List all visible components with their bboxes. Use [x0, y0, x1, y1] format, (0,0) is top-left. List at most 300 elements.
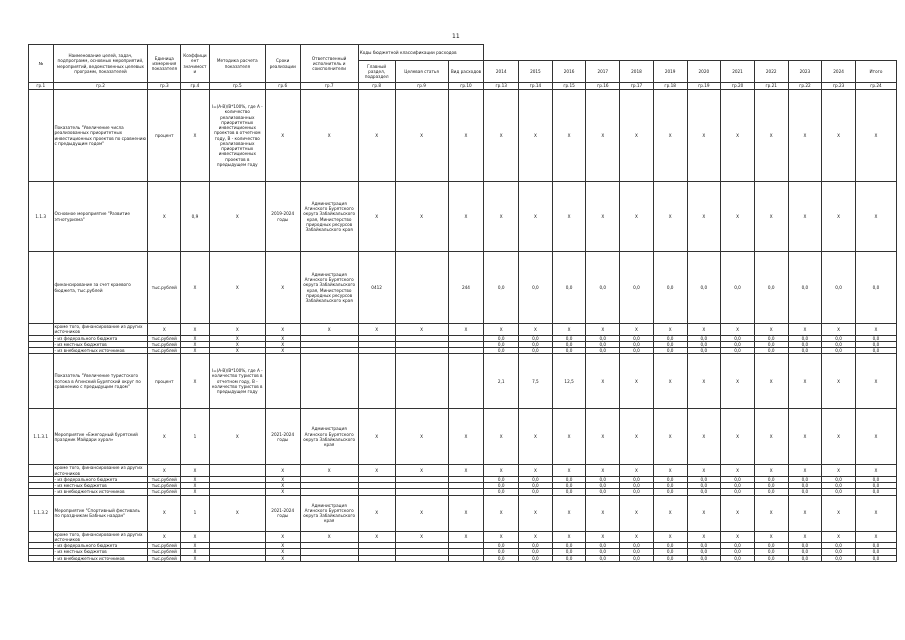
table-cell: X [181, 465, 210, 477]
table-cell: X [687, 409, 721, 465]
column-number: гр.2 [53, 83, 148, 90]
column-number: гр.13 [484, 83, 519, 90]
table-cell [358, 354, 395, 409]
column-number: гр.1 [29, 83, 54, 90]
table-cell: 0,0 [687, 476, 721, 482]
table-cell: X [788, 465, 822, 477]
table-cell: X [653, 182, 687, 252]
table-cell: 0,0 [620, 549, 654, 555]
table-cell: 2,1 [484, 354, 519, 409]
table-cell: X [148, 324, 181, 336]
table-cell: X [552, 409, 586, 465]
table-cell: X [519, 409, 553, 465]
table-cell: 0,0 [721, 549, 755, 555]
table-cell: 0,0 [653, 543, 687, 549]
table-cell: Администрация Агинского Бурятского округа Забайкальского края [300, 495, 358, 531]
table-cell: X [300, 531, 358, 543]
table-cell: 0,0 [519, 348, 553, 354]
table-cell: тыс.рублей [148, 341, 181, 347]
table-cell: X [687, 324, 721, 336]
table-cell: X [448, 531, 484, 543]
table-cell: X [687, 90, 721, 182]
table-cell: 0,0 [855, 476, 896, 482]
row-name: - из местных бюджетов [53, 341, 148, 347]
table-cell: 0,0 [484, 252, 519, 324]
table-cell: X [721, 409, 755, 465]
table-cell: 0,0 [822, 489, 856, 495]
table-cell: 0,0 [855, 489, 896, 495]
table-cell: X [300, 465, 358, 477]
table-cell [265, 354, 300, 409]
table-cell: 0,0 [620, 483, 654, 489]
table-cell: 0,0 [519, 555, 553, 561]
table-cell: 7,5 [519, 354, 553, 409]
header-year: 2021 [721, 61, 755, 83]
table-cell: X [653, 409, 687, 465]
table-cell: X [209, 182, 265, 252]
table-cell: X [265, 252, 300, 324]
table-cell: X [148, 531, 181, 543]
table-cell: X [586, 182, 620, 252]
table-cell: 0,0 [855, 483, 896, 489]
table-cell: 0,0 [586, 252, 620, 324]
table-cell: 0,0 [620, 543, 654, 549]
table-cell: X [181, 483, 210, 489]
row-name: Мероприятие "Спортивный фестиваль по праздникам Бабнык наадан" [53, 495, 148, 531]
table-cell: 0,0 [552, 483, 586, 489]
table-cell: X [265, 324, 300, 336]
table-cell: 0,0 [687, 489, 721, 495]
table-cell: 0,0 [822, 341, 856, 347]
column-number: гр.3 [148, 83, 181, 90]
row-name: - из федерального бюджета [53, 476, 148, 482]
column-number: гр.14 [519, 83, 553, 90]
table-cell: 0,0 [519, 335, 553, 341]
table-cell: X [484, 531, 519, 543]
table-cell: тыс.рублей [148, 476, 181, 482]
table-cell: X [181, 489, 210, 495]
table-cell: 0,0 [586, 555, 620, 561]
column-number: гр.23 [822, 83, 856, 90]
table-cell: 0,0 [552, 335, 586, 341]
column-number: гр.10 [448, 83, 484, 90]
table-cell: X [754, 465, 788, 477]
row-number [29, 555, 54, 561]
table-cell: 0,0 [519, 489, 553, 495]
table-cell: X [754, 90, 788, 182]
table-cell: 12,5 [552, 354, 586, 409]
table-row [29, 555, 897, 561]
row-name: Основное мероприятие "Развитие этнотуризма" [53, 182, 148, 252]
table-cell: 0,0 [721, 341, 755, 347]
table-cell: 0,0 [721, 543, 755, 549]
table-cell: X [395, 90, 448, 182]
table-cell: 0,0 [620, 348, 654, 354]
table-cell: 0,0 [687, 543, 721, 549]
header-method: Методика расчета показателя [209, 45, 265, 83]
row-name: - из федерального бюджета [53, 335, 148, 341]
table-row [29, 465, 897, 477]
table-cell: X [448, 465, 484, 477]
table-cell: X [855, 324, 896, 336]
table-cell: X [788, 354, 822, 409]
table-cell: 0,0 [754, 483, 788, 489]
column-number: гр.6 [265, 83, 300, 90]
table-cell: X [687, 182, 721, 252]
row-name: - из федерального бюджета [53, 543, 148, 549]
table-cell: X [181, 476, 210, 482]
table-cell: 0,0 [586, 348, 620, 354]
header-year: 2016 [552, 61, 586, 83]
table-cell: 0,0 [788, 348, 822, 354]
row-name: - из внебюджетных источников [53, 555, 148, 561]
column-number: гр.7 [300, 83, 358, 90]
table-cell: X [358, 324, 395, 336]
table-cell: 0,0 [519, 476, 553, 482]
table-cell: X [484, 324, 519, 336]
table-cell [395, 555, 448, 561]
table-cell: X [519, 465, 553, 477]
header-year: 2020 [687, 61, 721, 83]
table-cell: 0,0 [653, 252, 687, 324]
column-number: гр.4 [181, 83, 210, 90]
table-cell: X [181, 555, 210, 561]
row-number [29, 354, 54, 409]
table-cell: X [265, 483, 300, 489]
table-cell: тыс.рублей [148, 549, 181, 555]
table-cell: X [754, 495, 788, 531]
table-row [29, 182, 897, 252]
row-name: кроме того, финансирование из других источников [53, 324, 148, 336]
table-cell: 0,0 [721, 555, 755, 561]
table-cell: 0,0 [721, 489, 755, 495]
table-cell: 0,0 [620, 476, 654, 482]
header-year: 2023 [788, 61, 822, 83]
table-row [29, 495, 897, 531]
table-cell: 0,0 [754, 489, 788, 495]
table-cell: 0,0 [484, 549, 519, 555]
table-cell: X [552, 531, 586, 543]
table-cell: X [358, 465, 395, 477]
table-row [29, 324, 897, 336]
table-cell: 0,0 [586, 341, 620, 347]
table-cell: X [209, 341, 265, 347]
table-cell: X [358, 495, 395, 531]
table-cell: 2019-2024 годы [265, 182, 300, 252]
table-cell: X [754, 409, 788, 465]
table-row [29, 354, 897, 409]
table-cell: 0,0 [855, 252, 896, 324]
table-cell: 0,0 [586, 476, 620, 482]
table-cell: X [788, 409, 822, 465]
table-cell: 0,0 [687, 549, 721, 555]
table-cell: X [855, 495, 896, 531]
header-vr: Вид расходов [448, 61, 484, 83]
table-cell: процент [148, 90, 181, 182]
table-cell [300, 354, 358, 409]
column-number: гр.22 [788, 83, 822, 90]
table-cell: 2021-2024 годы [265, 495, 300, 531]
table-cell: X [586, 409, 620, 465]
table-cell: X [620, 531, 654, 543]
table-cell: 0,0 [484, 341, 519, 347]
table-cell: Администрация Агинского Бурятского округа Забайкальского края [300, 409, 358, 465]
table-cell: 0,0 [484, 348, 519, 354]
table-cell: 0,0 [552, 476, 586, 482]
table-cell [209, 531, 265, 543]
table-cell: тыс.рублей [148, 489, 181, 495]
table-cell: 0,0 [754, 549, 788, 555]
header-unit: Единица измерения показателя [148, 45, 181, 83]
table-cell: 0,0 [653, 483, 687, 489]
header-year: 2024 [822, 61, 856, 83]
table-cell: тыс.рублей [148, 555, 181, 561]
table-cell: X [754, 531, 788, 543]
table-cell: 0,0 [788, 252, 822, 324]
table-cell: X [653, 531, 687, 543]
table-cell: 0,0 [586, 489, 620, 495]
row-name: кроме того, финансирование из других источников [53, 465, 148, 477]
table-cell: 0,0 [788, 335, 822, 341]
table-cell: 0,0 [653, 476, 687, 482]
table-body [29, 90, 897, 562]
row-number [29, 465, 54, 477]
header-period: Сроки реализации [265, 45, 300, 83]
table-cell: 0,0 [519, 549, 553, 555]
header-year: 2014 [484, 61, 519, 83]
table-cell: X [586, 324, 620, 336]
table-cell: X [822, 324, 856, 336]
table-cell: 0,0 [519, 543, 553, 549]
table-cell: X [181, 252, 210, 324]
table-cell: X [721, 465, 755, 477]
table-cell: X [484, 90, 519, 182]
table-cell: X [448, 90, 484, 182]
table-cell: X [395, 531, 448, 543]
table-cell: X [209, 495, 265, 531]
table-cell: тыс.рублей [148, 252, 181, 324]
table-cell: X [181, 341, 210, 347]
table-cell: X [788, 495, 822, 531]
row-name: Показатель "Увеличение числа реализованных приоритетных инвестиционных проектов по сравнению с предыдущим годом" [53, 90, 148, 182]
table-cell: 0,0 [552, 252, 586, 324]
table-cell: 0,9 [181, 182, 210, 252]
table-cell: 0,0 [754, 555, 788, 561]
column-number-row [29, 83, 897, 90]
table-cell: X [181, 549, 210, 555]
table-cell: X [484, 465, 519, 477]
header-executor: Ответственный исполнитель и соисполнители [300, 45, 358, 83]
table-cell: 0,0 [552, 555, 586, 561]
table-cell: 0,0 [687, 483, 721, 489]
table-cell: X [855, 354, 896, 409]
table-cell: 0,0 [519, 341, 553, 347]
table-cell: X [552, 182, 586, 252]
column-number: гр.16 [586, 83, 620, 90]
table-cell: 0,0 [721, 483, 755, 489]
table-cell: X [620, 354, 654, 409]
table-cell: X [552, 495, 586, 531]
table-cell: X [181, 354, 210, 409]
table-cell: X [265, 549, 300, 555]
program-table [28, 44, 897, 562]
table-cell: X [519, 531, 553, 543]
table-cell: 0,0 [855, 335, 896, 341]
table-cell: 0,0 [822, 335, 856, 341]
table-cell: 0,0 [552, 348, 586, 354]
table-cell: X [300, 90, 358, 182]
table-cell: 1 [181, 495, 210, 531]
column-number: гр.5 [209, 83, 265, 90]
table-cell: X [181, 543, 210, 549]
table-cell: X [620, 409, 654, 465]
table-cell [395, 252, 448, 324]
table-cell: 0,0 [620, 252, 654, 324]
header-year: 2018 [620, 61, 654, 83]
table-cell: X [754, 182, 788, 252]
table-cell: 0,0 [721, 476, 755, 482]
column-number: гр.17 [620, 83, 654, 90]
row-number: 1.1.3.1 [29, 409, 54, 465]
table-cell: 0,0 [552, 549, 586, 555]
table-cell: X [148, 465, 181, 477]
table-cell: 0,0 [620, 341, 654, 347]
column-number: гр.20 [721, 83, 755, 90]
table-cell: X [395, 324, 448, 336]
table-cell: X [754, 324, 788, 336]
table-cell: тыс.рублей [148, 543, 181, 549]
column-number: гр.19 [687, 83, 721, 90]
table-cell: X [448, 495, 484, 531]
table-cell: X [620, 90, 654, 182]
table-cell: X [687, 354, 721, 409]
table-cell: X [822, 90, 856, 182]
table-cell: 2021-2024 годы [265, 409, 300, 465]
row-name: Показатель "Увеличение туристского потока в Агинский Бурятский округ по сравнению с предыдущим годом" [53, 354, 148, 409]
row-name: Мероприятие «Ежегодный бурятский праздник Майдари хурал» [53, 409, 148, 465]
table-cell: X [855, 531, 896, 543]
table-row [29, 531, 897, 543]
table-cell: 0,0 [620, 335, 654, 341]
table-cell: X [653, 465, 687, 477]
table-cell: X [209, 324, 265, 336]
header-codes: Коды бюджетной классификации расходов [358, 45, 484, 61]
table-cell: 0,0 [822, 476, 856, 482]
table-cell: 0,0 [855, 549, 896, 555]
column-number: гр.9 [395, 83, 448, 90]
table-cell: X [148, 182, 181, 252]
table-cell: 0,0 [822, 483, 856, 489]
table-cell: 0,0 [687, 348, 721, 354]
table-cell: 0,0 [822, 555, 856, 561]
table-cell: X [721, 182, 755, 252]
table-cell: 244 [448, 252, 484, 324]
table-cell: X [721, 531, 755, 543]
table-cell: X [687, 495, 721, 531]
table-cell: X [855, 182, 896, 252]
table-cell: X [687, 531, 721, 543]
table-cell: 0,0 [754, 341, 788, 347]
header-total: Итого [855, 61, 896, 83]
table-cell: 0,0 [822, 252, 856, 324]
row-number [29, 252, 54, 324]
table-cell: 0,0 [687, 341, 721, 347]
column-number: гр.21 [754, 83, 788, 90]
row-number: 1.1.3 [29, 182, 54, 252]
table-cell [358, 555, 395, 561]
table-cell: X [721, 90, 755, 182]
row-number [29, 90, 54, 182]
table-cell: X [358, 182, 395, 252]
table-cell: X [822, 182, 856, 252]
table-cell: X [620, 324, 654, 336]
header-year: 2022 [754, 61, 788, 83]
table-cell: 0,0 [754, 348, 788, 354]
table-cell: X [552, 465, 586, 477]
table-cell: X [265, 476, 300, 482]
header-grbs: Главный раздел, подраздел [358, 61, 395, 83]
table-cell: I=(A-B)/B*100%, где А - количество реализованных приоритетных инвестиционных проектов в отчетном году, В - количество реализованных приоритетных инвестиционных проектов в предыдущем году [209, 90, 265, 182]
table-cell: 0,0 [653, 335, 687, 341]
table-cell: X [484, 409, 519, 465]
table-cell: Администрация Агинского Бурятского округа Забайкальского края, Министерство природных ресурсов Забайкальского края [300, 252, 358, 324]
table-cell: 0,0 [687, 555, 721, 561]
table-cell: 0,0 [519, 483, 553, 489]
table-cell: X [855, 90, 896, 182]
table-cell: X [448, 409, 484, 465]
table-cell: X [822, 409, 856, 465]
header-year: 2015 [519, 61, 553, 83]
table-cell: 0,0 [620, 555, 654, 561]
table-cell: X [788, 90, 822, 182]
row-name: - из внебюджетных источников [53, 489, 148, 495]
table-cell: X [653, 324, 687, 336]
table-cell: X [721, 324, 755, 336]
header-num: № [29, 45, 54, 83]
table-cell: 0,0 [822, 549, 856, 555]
table-cell: 0,0 [721, 335, 755, 341]
table-cell: X [687, 465, 721, 477]
row-name: - из местных бюджетов [53, 483, 148, 489]
table-cell: 0,0 [484, 489, 519, 495]
table-cell: 0,0 [822, 348, 856, 354]
table-cell: X [788, 324, 822, 336]
table-cell: X [265, 335, 300, 341]
table-cell [448, 354, 484, 409]
row-name: кроме того, финансирование из других источников [53, 531, 148, 543]
row-number [29, 324, 54, 336]
table-cell: 0,0 [484, 335, 519, 341]
table-cell: 0,0 [754, 476, 788, 482]
table-cell: 0,0 [855, 555, 896, 561]
table-cell: 0,0 [788, 555, 822, 561]
table-cell: X [484, 495, 519, 531]
table-cell: X [265, 531, 300, 543]
table-cell: 0,0 [855, 348, 896, 354]
table-cell: 0,0 [788, 483, 822, 489]
table-cell: X [395, 495, 448, 531]
row-name: - из внебюджетных источников [53, 348, 148, 354]
table-cell: X [209, 335, 265, 341]
table-cell: X [448, 182, 484, 252]
table-cell: процент [148, 354, 181, 409]
table-cell: X [822, 495, 856, 531]
table-cell: 0,0 [586, 483, 620, 489]
table-cell: X [822, 531, 856, 543]
table-cell: X [721, 354, 755, 409]
row-number: 1.1.3.2 [29, 495, 54, 531]
table-cell: I=(A-B)/B*100%, где А - количество туристов в отчетном году, В - количество туристов в предыдущем году [209, 354, 265, 409]
